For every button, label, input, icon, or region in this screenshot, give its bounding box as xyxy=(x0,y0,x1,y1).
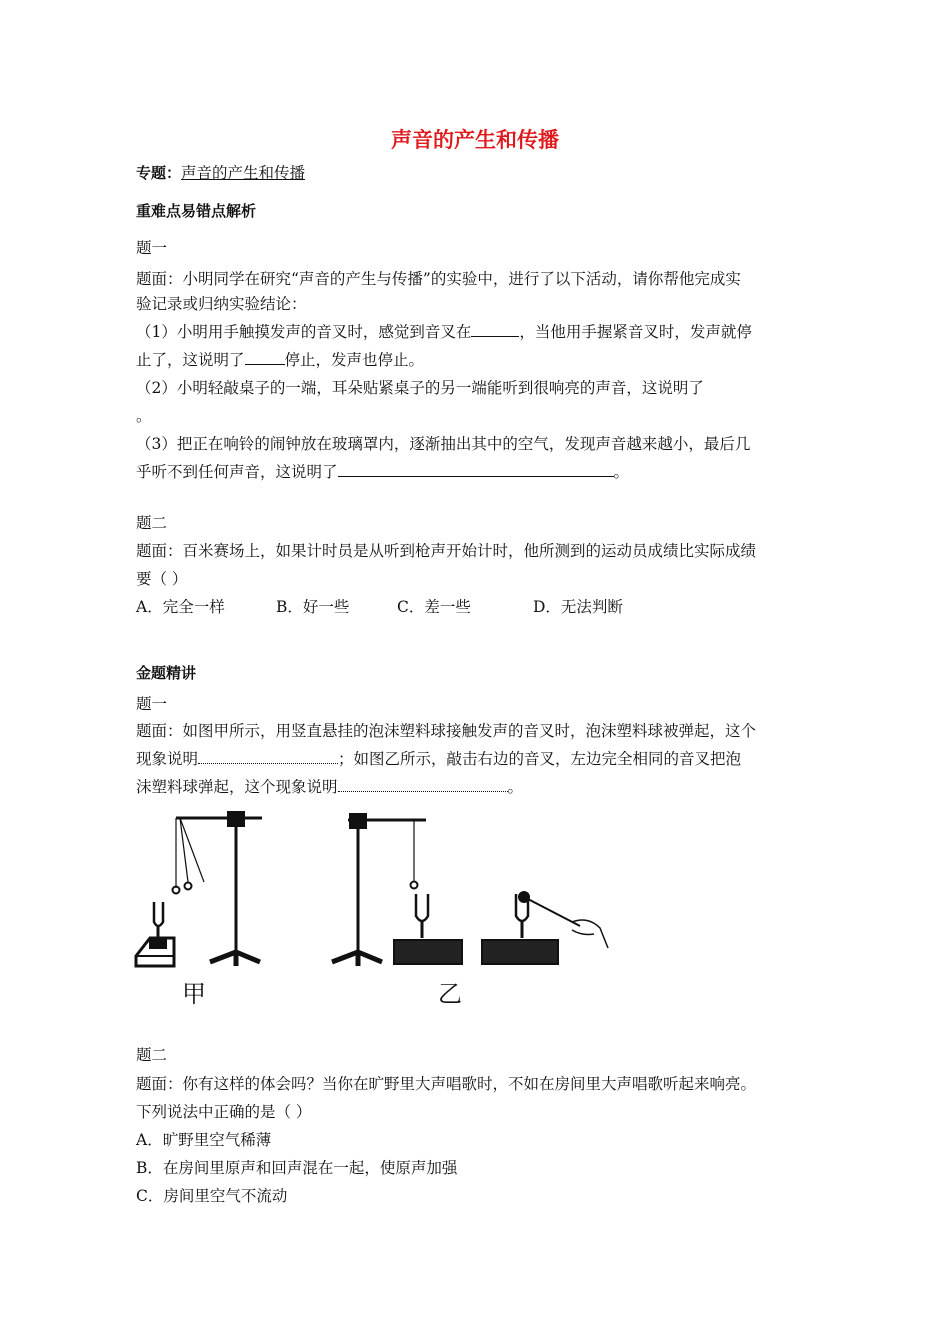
part-text: 沫塑料球弹起，这个现象说明 xyxy=(136,778,338,796)
answer-blank xyxy=(198,749,338,764)
question-text xyxy=(136,749,826,769)
figure-label-yi: 乙 xyxy=(438,980,462,1008)
part-text: 现象说明 xyxy=(136,750,199,768)
answer-blank xyxy=(245,350,285,365)
topic-label: 专题： xyxy=(136,164,182,182)
part-text: 止了，这说明了 xyxy=(136,351,245,369)
question-text: 验记录或归纳实验结论： xyxy=(136,295,307,313)
option-b: B．好一些 xyxy=(276,598,350,616)
question-part-1 xyxy=(136,322,826,342)
section-heading-lecture: 金题精讲 xyxy=(136,664,197,682)
part-text: 乎听不到任何声音，这说明了 xyxy=(136,463,338,481)
question-text: 题面：你有这样的体会吗？当你在旷野里大声唱歌时，不如在房间里大声唱歌听起来响亮。 xyxy=(136,1075,757,1093)
question-part-3: （3）把正在响铃的闹钟放在玻璃罩内，逐渐抽出其中的空气，发现声音越来越小，最后几 xyxy=(136,435,751,453)
option-a: A．旷野里空气稀薄 xyxy=(136,1131,272,1149)
question-text xyxy=(136,777,826,797)
topic-line xyxy=(136,163,826,183)
part-text: ，当他用手握紧音叉时，发声就停 xyxy=(519,323,752,341)
option-d: D．无法判断 xyxy=(533,598,623,616)
option-b: B．在房间里原声和回声混在一起，使原声加强 xyxy=(136,1159,458,1177)
question-text: 题面：如图甲所示，用竖直悬挂的泡沫塑料球接触发声的音叉时，泡沫塑料球被弹起，这个 xyxy=(136,722,757,740)
question-part-2-cont: 。 xyxy=(136,407,152,425)
part-text: 停止，发声也停止。 xyxy=(284,351,425,369)
question-text: 题面：小明同学在研究“声音的产生与传播”的实验中，进行了以下活动，请你帮他完成实 xyxy=(136,270,741,288)
option-c: C．差一些 xyxy=(397,598,471,616)
topic-value: 声音的产生和传播 xyxy=(181,164,306,182)
part-text: 。 xyxy=(507,778,524,796)
question-heading: 题二 xyxy=(136,514,168,532)
answer-blank xyxy=(338,462,614,477)
answer-options xyxy=(136,597,826,617)
option-a: A．完全一样 xyxy=(136,598,225,616)
answer-blank xyxy=(471,322,519,337)
question-text: 要（ ） xyxy=(136,570,188,588)
part-text: ；如图乙所示，敲击右边的音叉，左边完全相同的音叉把泡 xyxy=(338,750,742,768)
figure-label-jia: 甲 xyxy=(182,980,206,1008)
answer-blank xyxy=(338,777,508,792)
question-part-2: （2）小明轻敲桌子的一端，耳朵贴紧桌子的另一端能听到很响亮的声音，这说明了 xyxy=(136,379,704,397)
part-text: （1）小明用手触摸发声的音叉时，感觉到音叉在 xyxy=(136,323,472,341)
question-heading: 题二 xyxy=(136,1046,168,1064)
option-c: C．房间里空气不流动 xyxy=(136,1187,288,1205)
page-title: 声音的产生和传播 xyxy=(391,128,559,152)
tuning-fork-figure xyxy=(132,806,612,1011)
question-text: 题面：百米赛场上，如果计时员是从听到枪声开始计时，他所测到的运动员成绩比实际成绩 xyxy=(136,542,757,560)
section-heading-analysis: 重难点易错点解析 xyxy=(136,202,257,220)
question-heading: 题一 xyxy=(136,695,168,713)
question-part-1-cont xyxy=(136,350,826,370)
question-heading: 题一 xyxy=(136,239,168,257)
question-text: 下列说法中正确的是（ ） xyxy=(136,1103,312,1121)
question-part-3-cont xyxy=(136,462,826,482)
part-text: 。 xyxy=(613,463,630,481)
